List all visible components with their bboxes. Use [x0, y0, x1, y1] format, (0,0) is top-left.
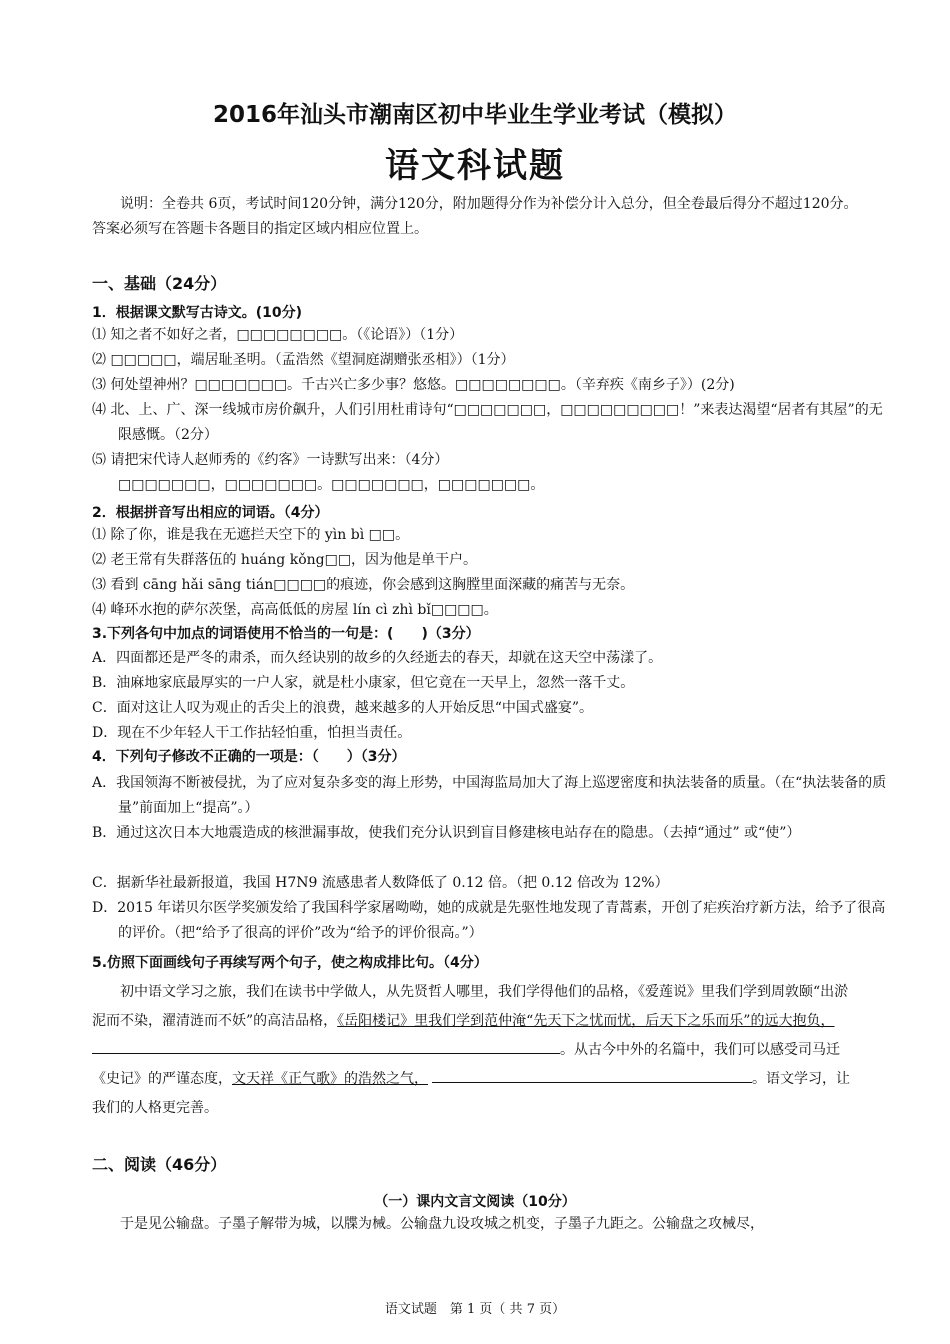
question-2-item: ⑴ 除了你，谁是我在无遮拦天空下的 yìn bì □□。 — [92, 527, 410, 543]
question-2-title: 2．根据拼音写出相应的词语。（4分） — [92, 505, 329, 521]
passage-text: 。从古今中外的名篇中，我们可以感受司马迁《史记》的严谨态度， — [92, 1042, 840, 1087]
passage-text: 。语文学习，让我们的人格更完善。 — [92, 1071, 850, 1116]
passage-text: 初中语文学习之旅，我们在读书中学做人，从先贤哲人哪里，我们学得他们的品格，《爱莲说》里我们学到周敦颐“出淤泥而不染，濯清涟而不妖”的高洁品格， — [92, 984, 849, 1029]
question-5-title: 5.仿照下面画线句子再续写两个句子，使之构成排比句。（4分） — [92, 955, 488, 971]
question-4-option: D．2015 年诺贝尔医学奖颁发给了我国科学家屠呦呦，她的成就是先驱性地发现了青蒿素，开创了疟疾治疗新方法，给予了很高的评价。（把“给予了很高的评价”改为“给予的评价很高。”） — [92, 900, 886, 941]
question-2-item: ⑵ 老王常有失群落伍的 huáng kǒng□□，因为他是单干户。 — [92, 552, 478, 568]
passage-underlined-sentence: 《岳阳楼记》里我们学到范仲淹“先天下之忧而忧，后天下之乐而乐”的远大抱负， — [337, 1013, 835, 1029]
question-4-option: B．通过这次日本大地震造成的核泄漏事故，使我们充分认识到盲目修建核电站存在的隐患。（去掉“通过” 或“使”） — [92, 825, 801, 841]
question-1-item: ⑴ 知之者不如好之者，□□□□□□□□。（《论语》）（1分） — [92, 327, 464, 343]
question-2-item: ⑶ 看到 cāng hǎi sāng tián□□□□的痕迹，你会感到这胸膛里面深藏的痛苦与无奈。 — [92, 577, 635, 593]
exam-instructions: 说明：全卷共 6页，考试时间120分钟，满分120分，附加题得分作为补偿分计入总分，但全卷最后得分不超过120分。答案必须写在答题卡各题目的指定区域内相应位置上。 — [92, 196, 858, 237]
page-footer: 语文试题 第 1 页（ 共 7 页） — [384, 1302, 566, 1317]
answer-blank[interactable] — [432, 1068, 524, 1083]
question-1-item: □□□□□□□，□□□□□□□。□□□□□□□，□□□□□□□。 — [118, 477, 545, 493]
question-1-item: ⑵ □□□□□，端居耻圣明。（孟浩然《望洞庭湖赠张丞相》）（1分） — [92, 352, 515, 368]
question-1-item: ⑶ 何处望神州？□□□□□□□。千古兴亡多少事？悠悠。□□□□□□□□。（辛弃疾《南乡子》）(2分) — [92, 377, 735, 393]
answer-blank[interactable] — [524, 1068, 752, 1083]
question-1-item: ⑸ 请把宋代诗人赵师秀的《约客》一诗默写出来：（4分） — [92, 452, 449, 468]
question-3-option: D．现在不少年轻人干工作拈轻怕重，怕担当责任。 — [92, 725, 412, 741]
question-5-passage — [92, 978, 862, 1123]
question-3-option: A．四面都还是严冬的肃杀，而久经诀别的故乡的久经逝去的春天，却就在这天空中荡漾了。 — [92, 650, 663, 666]
section-2-heading: 二、阅读（46分） — [92, 1155, 227, 1174]
passage-underlined-sentence: 文天祥《正气歌》的浩然之气， — [232, 1071, 428, 1087]
question-4-title: 4．下列句子修改不正确的一项是：（ ）（3分） — [92, 749, 406, 765]
question-4-option: C．据新华社最新报道，我国 H7N9 流感患者人数降低了 0.12 倍。（把 0.12 倍改为 12%） — [92, 875, 669, 891]
question-4-option: A．我国领海不断被侵扰，为了应对复杂多变的海上形势，中国海监局加大了海上巡逻密度和执法装备的质量。（在“执法装备的质量”前面加上“提高”。） — [92, 775, 887, 816]
question-1-item: ⑷ 北、上、广、深一线城市房价飙升，人们引用杜甫诗句“□□□□□□□，□□□□□□□□□！”来表达渴望“居者有其屋”的无限感慨。（2分） — [92, 402, 883, 443]
exam-subject-title: 语文科试题 — [385, 146, 565, 186]
question-3-title: 3.下列各句中加点的词语使用不恰当的一句是：( )（3分） — [92, 626, 480, 642]
answer-blank[interactable] — [92, 1039, 560, 1054]
section-1-heading: 一、基础（24分） — [92, 274, 227, 293]
question-3-option: C．面对这让人叹为观止的舌尖上的浪费，越来越多的人开始反思“中国式盛宴”。 — [92, 700, 594, 716]
question-3-option: B．油麻地家底最厚实的一户人家，就是杜小康家，但它竟在一天早上，忽然一落千丈。 — [92, 675, 635, 691]
question-1-title: 1．根据课文默写古诗文。(10分) — [92, 305, 303, 321]
subsection-heading: （一）课内文言文阅读（10分） — [374, 1194, 576, 1210]
classical-text: 于是见公输盘。子墨子解带为城，以牒为械。公输盘九设攻城之机变，子墨子九距之。公输盘之攻械尽， — [120, 1216, 764, 1232]
question-2-item: ⑷ 峰环水抱的萨尔茨堡，高高低低的房屋 lín cì zhì bǐ□□□□。 — [92, 602, 498, 618]
exam-title: 2016年汕头市潮南区初中毕业生学业考试（模拟） — [212, 102, 737, 128]
